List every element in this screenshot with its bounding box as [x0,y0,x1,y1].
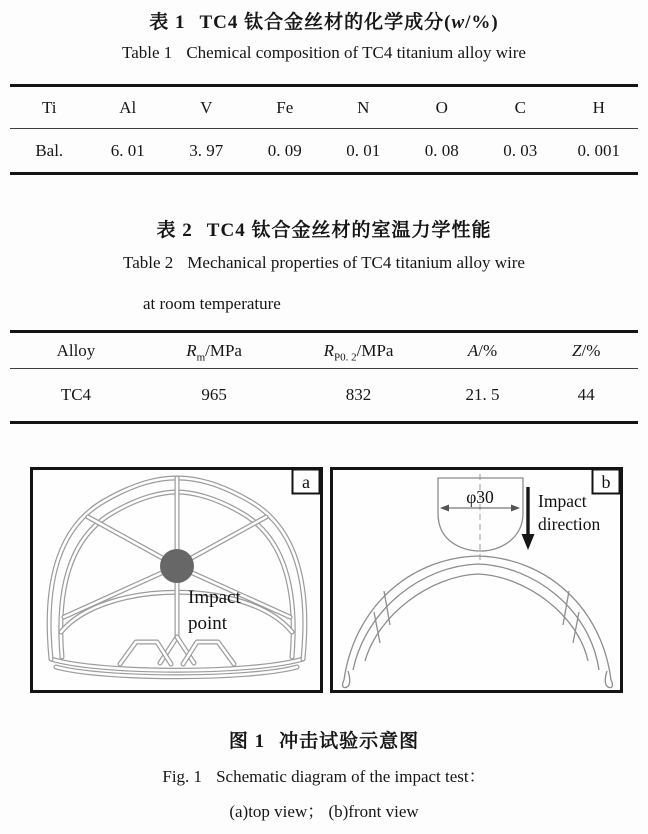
figure1-caption-subpanels: (a)top view； (b)front view [229,802,419,821]
table1-cell: 0. 001 [577,140,620,160]
table1-title-zh-text: TC4 钛合金丝材的化学成分( [199,12,452,33]
table2-col-header: Alloy [56,340,96,360]
table2 [10,330,638,424]
figure1-panel-a [30,467,323,693]
figure1-panel-b [330,467,623,693]
table2-data-row [10,369,638,423]
panel-b-label: b [601,472,611,492]
table1-title-zh [0,7,648,34]
impact-point-label-line1: Impact [188,587,241,608]
table2-cell: 44 [577,385,595,404]
table2-col-header: $R_m$/MPa [186,340,242,363]
figure1-caption-zh-text: 冲击试验示意图 [279,731,420,752]
table2-header-row [10,332,638,369]
table1-cell: 6. 01 [110,140,145,160]
figure1 [30,467,623,693]
impact-point-label-line2: point [188,613,228,634]
figure1-label-zh: 图 1 [228,731,266,752]
table1-cell: 0. 01 [346,140,381,160]
table2-col-header: Z/% [572,340,601,360]
table1-title-zh-symbol: w [451,12,466,33]
table2-title-zh [0,215,648,242]
table1-title-en-text: Chemical composition of TC4 titanium alloy wire [186,43,526,62]
table1-label-zh: 表 1 [149,12,186,33]
figure1-caption-en [0,762,648,787]
table2-title-en-text: Mechanical properties of TC4 titanium alloy wire [187,253,525,272]
impact-direction-label-line1: Impact [538,491,587,511]
table2-title-zh-text: TC4 钛合金丝材的室温力学性能 [206,220,492,241]
table2-title-en-line2: at room temperature [143,294,281,313]
table1-label-en: Table 1 [122,43,173,62]
table1 [10,84,638,175]
table1-col-header: N [357,97,370,117]
table2-cell: 21. 5 [465,385,500,404]
table2-col-header: $R_{P0. 2}$/MPa [323,340,394,363]
table1-title-en [0,43,648,63]
table1-col-header: Ti [41,97,57,117]
table2-label-en: Table 2 [123,253,174,272]
table1-col-header: V [200,97,213,117]
punch-diameter-label: φ30 [466,487,494,507]
table1-col-header: Al [119,97,137,117]
table1-cell: Bal. [35,140,64,160]
table1-col-header: H [592,97,605,117]
panel-a-label: a [302,472,310,492]
table1-data-row [10,129,638,174]
table2-col-header: A/% [467,340,498,360]
table1-cell: 0. 08 [424,140,459,160]
table1-col-header: Fe [276,97,294,117]
table1-cell: 0. 03 [503,140,538,160]
table2-label-zh: 表 2 [156,220,193,241]
table1-col-header: C [514,97,526,117]
table2-cell: 832 [345,385,372,404]
table1-cell: 3. 97 [189,140,224,160]
table1-title-zh-tail: /%) [465,12,499,33]
figure1-caption-en-text: Schematic diagram of the impact test： [216,767,486,786]
impact-direction-label-line2: direction [538,514,601,534]
table2-cell: TC4 [60,385,92,404]
table2-title-en [0,253,648,273]
table1-col-header: O [435,97,448,117]
impact-point-marker [160,549,194,583]
figure1-caption-zh [0,726,648,753]
table2-cell: 965 [201,385,227,404]
table1-header-row [10,86,638,129]
table1-cell: 0. 09 [267,140,302,160]
figure1-label-en: Fig. 1 [162,767,203,786]
